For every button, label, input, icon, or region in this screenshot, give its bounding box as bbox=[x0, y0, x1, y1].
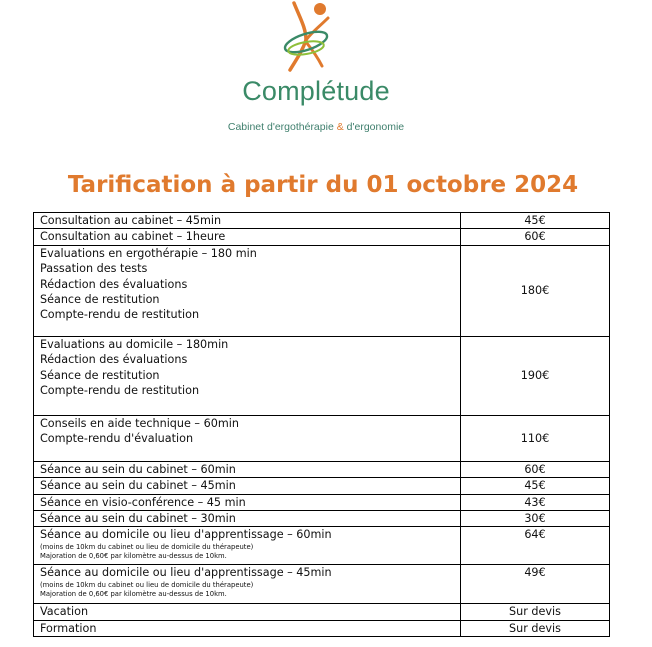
service-note: Majoration de 0,60€ par kilomètre au-dessus de 10km. bbox=[40, 589, 227, 598]
table-row bbox=[34, 604, 610, 620]
service-line: Rédaction des évaluations bbox=[40, 353, 188, 367]
service-line: Séance au domicile ou lieu d'apprentissage – 45min bbox=[40, 566, 332, 580]
price-cell: 110€ bbox=[461, 415, 610, 461]
service-line: Formation bbox=[40, 621, 97, 635]
service-cell bbox=[34, 461, 461, 477]
service-line: Séance de restitution bbox=[40, 368, 160, 382]
price-cell: 60€ bbox=[461, 461, 610, 477]
service-cell bbox=[34, 527, 461, 565]
brand-tagline bbox=[0, 121, 632, 133]
service-line: Passation des tests bbox=[40, 262, 148, 276]
service-cell bbox=[34, 511, 461, 527]
price-cell: 60€ bbox=[461, 229, 610, 245]
completude-logo bbox=[276, 0, 336, 72]
service-line: Séance au sein du cabinet – 30min bbox=[40, 512, 236, 526]
table-row bbox=[34, 494, 610, 510]
table-row bbox=[34, 478, 610, 494]
service-line: Compte-rendu de restitution bbox=[40, 308, 200, 322]
table-row bbox=[34, 511, 610, 527]
table-row bbox=[34, 229, 610, 245]
service-line: Vacation bbox=[40, 605, 89, 619]
service-line: Evaluations au domicile – 180min bbox=[40, 337, 229, 351]
service-line: Séance au sein du cabinet – 60min bbox=[40, 462, 236, 476]
service-line: Evaluations en ergothérapie – 180 min bbox=[40, 246, 257, 260]
service-cell bbox=[34, 415, 461, 461]
service-cell bbox=[34, 229, 461, 245]
price-cell: 30€ bbox=[461, 511, 610, 527]
service-cell bbox=[34, 494, 461, 510]
brand-name: Complétude bbox=[242, 76, 390, 106]
service-cell bbox=[34, 213, 461, 229]
page-title: Tarification à partir du 01 octobre 2024 bbox=[67, 172, 579, 198]
service-note: (moins de 10km du cabinet ou lieu de domicile du thérapeute) bbox=[40, 542, 254, 551]
service-note: Majoration de 0,60€ par kilomètre au-dessus de 10km. bbox=[40, 551, 227, 560]
price-cell: 45€ bbox=[461, 478, 610, 494]
pricing-table bbox=[33, 212, 610, 637]
price-cell: 64€ bbox=[461, 527, 610, 565]
service-line: Séance au domicile ou lieu d'apprentissage – 60min bbox=[40, 528, 332, 542]
service-line: Séance de restitution bbox=[40, 293, 160, 307]
service-line: Compte-rendu de restitution bbox=[40, 384, 200, 398]
table-row bbox=[34, 245, 610, 336]
price-cell: Sur devis bbox=[461, 620, 610, 636]
service-note: (moins de 10km du cabinet ou lieu de domicile du thérapeute) bbox=[40, 580, 254, 589]
price-cell: 45€ bbox=[461, 213, 610, 229]
service-line: Consultation au cabinet – 1heure bbox=[40, 230, 226, 244]
service-cell bbox=[34, 620, 461, 636]
table-row bbox=[34, 527, 610, 565]
service-cell bbox=[34, 336, 461, 415]
price-cell: 49€ bbox=[461, 565, 610, 604]
service-cell bbox=[34, 245, 461, 336]
service-line: Séance au sein du cabinet – 45min bbox=[40, 479, 236, 493]
table-row bbox=[34, 461, 610, 477]
price-cell: 180€ bbox=[461, 245, 610, 336]
service-line: Compte-rendu d'évaluation bbox=[40, 432, 194, 446]
tagline-part-a: Cabinet d'ergothérapie bbox=[227, 121, 334, 133]
service-line: Consultation au cabinet – 45min bbox=[40, 214, 222, 227]
table-row bbox=[34, 336, 610, 415]
service-cell bbox=[34, 604, 461, 620]
price-cell: 190€ bbox=[461, 336, 610, 415]
service-line: Conseils en aide technique – 60min bbox=[40, 416, 239, 430]
table-row bbox=[34, 415, 610, 461]
table-row bbox=[34, 213, 610, 229]
service-line: Séance en visio-conférence – 45 min bbox=[40, 495, 246, 509]
tagline-part-b: d'ergonomie bbox=[346, 121, 405, 133]
tagline-ampersand: & bbox=[336, 121, 344, 133]
table-row bbox=[34, 565, 610, 604]
price-cell: Sur devis bbox=[461, 604, 610, 620]
service-line: Rédaction des évaluations bbox=[40, 277, 188, 291]
price-cell: 43€ bbox=[461, 494, 610, 510]
service-cell bbox=[34, 478, 461, 494]
table-row bbox=[34, 620, 610, 636]
service-cell bbox=[34, 565, 461, 604]
